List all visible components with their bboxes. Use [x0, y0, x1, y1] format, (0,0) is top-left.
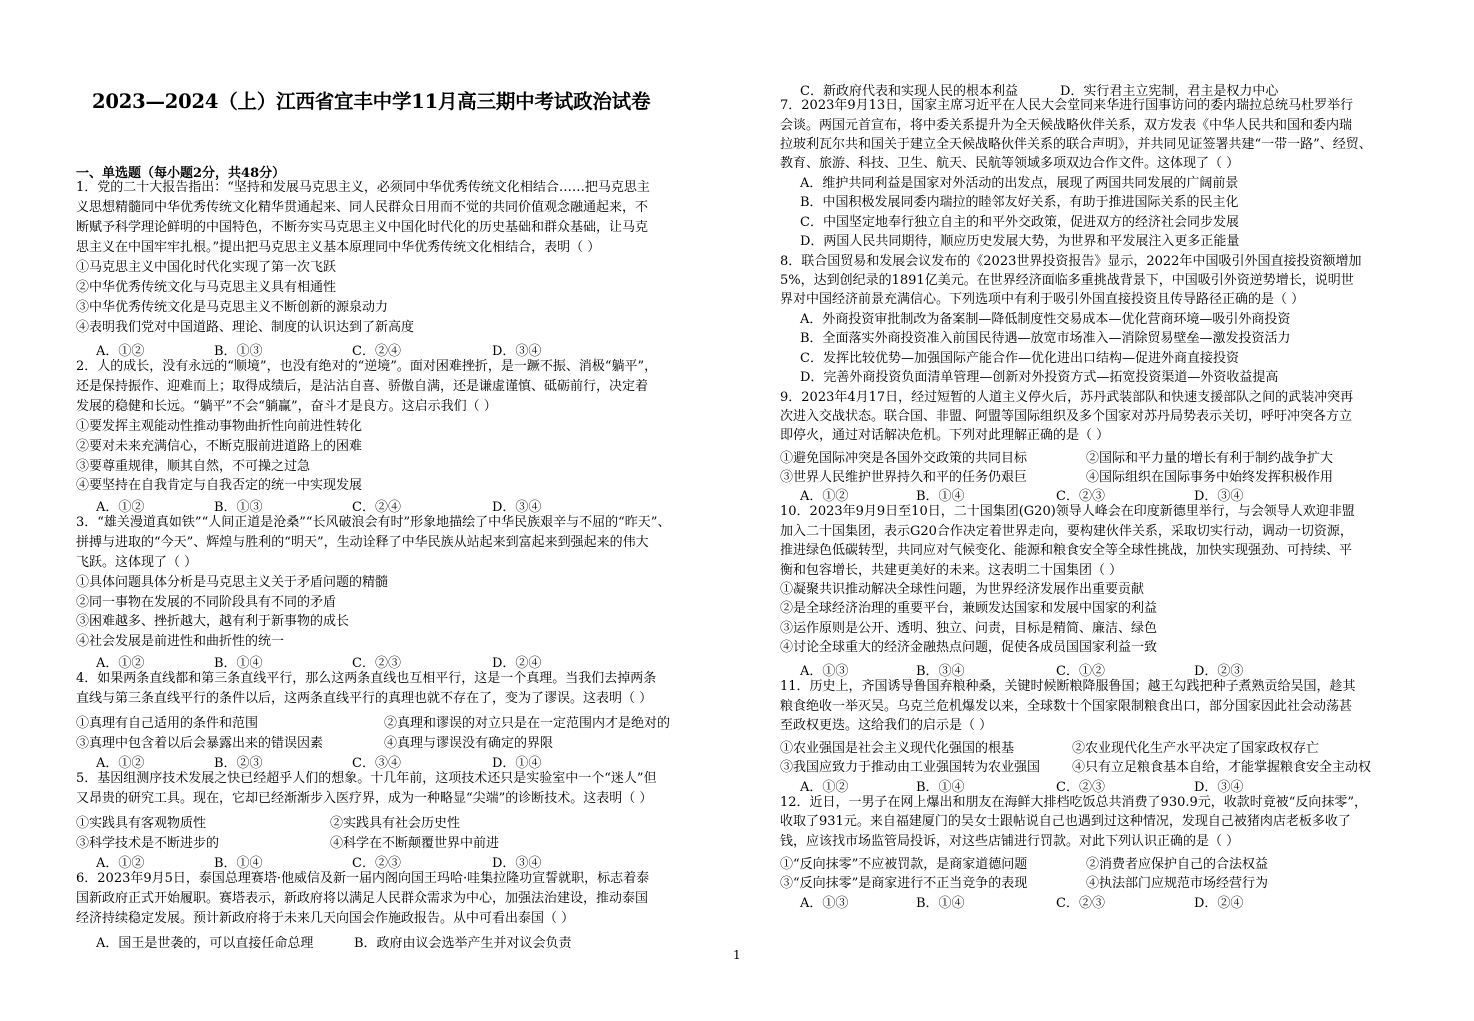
question-11-item: ①农业强国是社会主义现代化强国的根基	[780, 741, 1015, 756]
option-a[interactable]: A．国王是世袭的，可以直接任命总理	[96, 936, 314, 951]
option-b[interactable]: B．①④	[214, 856, 263, 871]
option-c[interactable]: C．①②	[1056, 664, 1105, 679]
question-11-item: ④只有立足粮食基本自给，才能掌握粮食安全主动权	[1072, 760, 1372, 775]
question-7-line: 7．2023年9月13日，国家主席习近平在人民大会堂同来华进行国事访问的委内瑞拉总统马杜罗举行	[780, 98, 1354, 113]
question-7-line: 会谈。两国元首宣布，将中委关系提升为全天候战略伙伴关系，双方发表《中华人民共和国和委内瑞	[780, 118, 1353, 133]
option-a[interactable]: A．①②	[96, 500, 145, 515]
option-d[interactable]: D．②④	[1194, 896, 1244, 911]
question-3-line: 飞跃。这体现了（ ）	[76, 555, 198, 570]
question-7-line: 拉玻利瓦尔共和国关于建立全天候战略伙伴关系的联合声明》，并共同见证签署共建“一带一路”、经贸、	[780, 137, 1372, 152]
option-c[interactable]: C．中国坚定地奉行独立自主的和平外交政策，促进双方的经济社会同步发展	[800, 215, 1239, 230]
question-1-line: 断赋予科学理论鲜明的中国特色，不断夯实马克思主义中国化时代化的历史基础和群众基础，让马克	[76, 220, 649, 235]
question-6-line: 经济持续稳定发展。预计新政府将于未来几天向国会作施政报告。从中可看出泰国（ ）	[76, 911, 575, 926]
question-7-line: 教育、旅游、科技、卫生、航天、民航等领域多项双边合作文件。这体现了（ ）	[780, 156, 1240, 171]
question-2-item: ②要对未来充满信心，不断克服前进道路上的困难	[76, 439, 363, 454]
option-c[interactable]: C．②④	[352, 500, 401, 515]
question-9-line: 9．2023年4月17日，经过短暂的人道主义停火后，苏丹武装部队和快速支援部队之间的武装冲突再	[780, 390, 1354, 405]
question-10-item: ④讨论全球重大的经济金融热点问题，促使各成员国国家利益一致	[780, 640, 1158, 655]
question-3-line: 3．“雄关漫道真如铁”“人间正道是沧桑”“长风破浪会有时”形象地描绘了中华民族艰辛与不屈的“昨天”、	[76, 515, 671, 530]
option-c[interactable]: C．②③	[352, 856, 401, 871]
question-2-item: ③要尊重规律，顺其自然，不可操之过急	[76, 459, 311, 474]
question-10-item: ③运作原则是公开、透明、独立、问责，目标是精简、廉洁、绿色	[780, 621, 1158, 636]
option-c[interactable]: C．③④	[352, 756, 401, 771]
question-3-item: ②同一事物在发展的不同阶段具有不同的矛盾	[76, 595, 337, 610]
question-10-line: 推进绿色低碳转型，共同应对气候变化、能源和粮食安全等全球性挑战，加快实现强劲、可持续、平	[780, 543, 1353, 558]
question-1-line: 义思想精髓同中华优秀传统文化精华贯通起来、同人民群众日用而不觉的共同价值观念融通起来，不	[76, 200, 649, 215]
option-b[interactable]: B．①④	[916, 780, 965, 795]
question-10-line: 加入二十国集团，表示G20合作决定着世界走向，要构建伙伴关系，采取切实行动，调动一切资源，	[780, 524, 1353, 539]
option-b[interactable]: B．①③	[214, 344, 263, 359]
option-c[interactable]: C．②③	[1056, 780, 1105, 795]
option-d[interactable]: D．②④	[492, 656, 542, 671]
option-b[interactable]: B．①④	[916, 489, 965, 504]
question-5-line: 又昂贵的研究工具。现在，它却已经渐渐步入医疗界，成为一种略显“尖端”的诊断技术。这表明（ ）	[76, 791, 653, 806]
question-11-line: 至政权更迭。这给我们的启示是（ ）	[780, 718, 993, 733]
question-9-item: ④国际组织在国际事务中始终发挥积极作用	[1086, 470, 1334, 485]
option-a[interactable]: A．①②	[96, 756, 145, 771]
option-c[interactable]: C．②③	[1056, 489, 1105, 504]
section-heading: 一、单选题（每小题2分，共48分）	[76, 166, 286, 181]
question-5-item: ④科学在不断颠覆世界中前进	[330, 836, 500, 851]
option-d[interactable]: D．完善外商投资负面清单管理—创新对外投资方式—拓宽投资渠道—外资收益提高	[800, 370, 1279, 385]
option-b[interactable]: B．②③	[214, 756, 263, 771]
option-d[interactable]: D．③④	[492, 344, 542, 359]
option-a[interactable]: A．①③	[800, 896, 849, 911]
question-1-line: 思主义在中国牢牢扎根。”提出把马克思主义基本原理同中华优秀传统文化相结合，表明（ ）	[76, 240, 601, 255]
question-10-line: 10．2023年9月9日至10日，二十国集团(G20)领导人峰会在印度新德里举行，与会领导人欢迎非盟	[780, 504, 1355, 519]
question-12-item: ①“反向抹零”不应被罚款，是商家道德问题	[780, 857, 1028, 872]
question-12-line: 收取了931元。来自福建厦门的吴女士跟帖说自己也遇到过这种情况，发现自己被猪肉店老板多收了	[780, 814, 1351, 829]
question-9-item: ①避免国际冲突是各国外交政策的共同目标	[780, 451, 1028, 466]
question-10-item: ②是全球经济治理的重要平台，兼顾发达国家和发展中国家的利益	[780, 601, 1158, 616]
option-b[interactable]: B．①③	[214, 500, 263, 515]
question-4-line: 直线与第三条直线平行的条件以后，这两条直线平行的真理也就不存在了，变为了谬误。这表明（ ）	[76, 691, 653, 706]
question-3-item: ①具体问题具体分析是马克思主义关于矛盾问题的精髓	[76, 575, 389, 590]
option-a[interactable]: A．①②	[800, 780, 849, 795]
option-d[interactable]: D．①④	[492, 756, 542, 771]
option-d[interactable]: D．两国人民共同期待，顺应历史发展大势，为世界和平发展注入更多正能量	[800, 234, 1240, 249]
question-12-item: ③“反向抹零”是商家进行不正当竞争的表现	[780, 876, 1028, 891]
question-3-item: ④社会发展是前进性和曲折性的统一	[76, 634, 285, 649]
question-8-line: 8．联合国贸易和发展会议发布的《2023世界投资报告》显示，2022年中国吸引外国直接投资额增加	[780, 254, 1362, 269]
option-b[interactable]: B．中国积极发展同委内瑞拉的睦邻友好关系，有助于推进国际关系的民主化	[800, 195, 1239, 210]
option-d[interactable]: D．③④	[1194, 489, 1244, 504]
question-4-line: 4．如果两条直线都和第三条直线平行，那么这两条直线也互相平行，这是一个真理。当我们去掉两条	[76, 671, 657, 686]
question-2-line: 还是保持振作、迎难而上；取得成绩后，是沾沾自喜、骄傲自满，还是谦虚谨慎、砥砺前行，决定着	[76, 379, 649, 394]
option-c[interactable]: C．发挥比较优势—加强国际产能合作—优化进出口结构—促进外商直接投资	[800, 351, 1239, 366]
option-b[interactable]: B．③④	[916, 664, 965, 679]
question-9-line: 次进入交战状态。联合国、非盟、阿盟等国际组织及多个国家对苏丹局势表示关切，呼吁冲突各方立	[780, 409, 1353, 424]
question-11-item: ③我国应致力于推动由工业强国转为农业强国	[780, 760, 1041, 775]
question-1-item: ①马克思主义中国化时代化实现了第一次飞跃	[76, 260, 337, 275]
question-12-line: 钱，应该找市场监管局投诉，对这些店铺进行罚款。对此下列认识正确的是（ ）	[780, 834, 1240, 849]
question-4-item: ①真理有自己适用的条件和范围	[76, 716, 259, 731]
question-6-line: 国新政府正式开始履职。赛塔表示，新政府将以满足人民群众需求为中心，加强法治建设，推动泰国	[76, 891, 649, 906]
question-9-item: ②国际和平力量的增长有利于制约战争扩大	[1086, 451, 1334, 466]
question-4-item: ③真理中包含着以后会暴露出来的错误因素	[76, 736, 324, 751]
question-4-item: ④真理与谬误没有确定的界限	[384, 736, 554, 751]
question-1-item: ②中华优秀传统文化与马克思主义具有相通性	[76, 280, 337, 295]
question-1-item: ③中华优秀传统文化是马克思主义不断创新的源泉动力	[76, 300, 389, 315]
question-5-item: ①实践具有客观物质性	[76, 816, 207, 831]
option-b[interactable]: B．①④	[214, 656, 263, 671]
option-b[interactable]: B．①④	[916, 896, 965, 911]
option-a[interactable]: A．外商投资审批制改为备案制—降低制度性交易成本—优化营商环境—吸引外商投资	[800, 312, 1291, 327]
option-c[interactable]: C．②③	[1056, 896, 1105, 911]
option-c[interactable]: C．②④	[352, 344, 401, 359]
question-12-item: ②消费者应保护自己的合法权益	[1086, 857, 1269, 872]
question-11-line: 粮食绝收一举灭吴。乌克兰危机爆发以来，全球数十个国家限制粮食出口，部分国家因此社会动荡甚	[780, 699, 1353, 714]
option-d[interactable]: D．③④	[492, 856, 542, 871]
question-4-item: ②真理和谬误的对立只是在一定范围内才是绝对的	[384, 716, 671, 731]
question-2-line: 2．人的成长，没有永远的“顺境”，也没有绝对的“逆境”。面对困难挫折，是一蹶不振、消极“躺平”，	[76, 359, 658, 374]
question-6-line: 6．2023年9月5日，泰国总理赛塔·他威信及新一届内阁向国王玛哈·哇集拉隆功宣誓就职，标志着泰	[76, 871, 650, 886]
option-d[interactable]: D．②③	[1194, 664, 1244, 679]
option-b[interactable]: B．政府由议会选举产生并对议会负责	[354, 936, 572, 951]
question-12-item: ④执法部门应规范市场经营行为	[1086, 876, 1269, 891]
option-a[interactable]: A．维护共同利益是国家对外活动的出发点，展现了两国共同发展的广阔前景	[800, 176, 1239, 191]
exam-title: 2023—2024（上）江西省宜丰中学11月高三期中考试政治试卷	[92, 90, 651, 113]
page-number: 1	[733, 948, 741, 962]
question-1-line: 1．党的二十大报告指出：“坚持和发展马克思主义，必须同中华优秀传统文化相结合……把马克思主	[76, 180, 650, 195]
question-2-line: 发展的稳健和长远。“躺平”不会“躺赢”，奋斗才是良方。这启示我们（ ）	[76, 399, 497, 414]
option-a[interactable]: A．①②	[96, 856, 145, 871]
option-a[interactable]: A．①②	[96, 344, 145, 359]
question-10-line: 衡和包容增长，共建更美好的未来。这表明二十国集团（ ）	[780, 563, 1123, 578]
question-11-line: 11．历史上，齐国诱导鲁国弃粮种桑，关键时候断粮降服鲁国；越王勾践把种子煮熟贡给吴国，趁其	[780, 679, 1356, 694]
question-2-item: ④要坚持在自我肯定与自我否定的统一中实现发展	[76, 478, 363, 493]
question-2-item: ①要发挥主观能动性推动事物曲折性向前进性转化	[76, 419, 363, 434]
question-8-line: 5%，达到创纪录的1891亿美元。在世界经济面临多重挑战背景下，中国吸引外资逆势增长，说明世	[780, 273, 1354, 288]
question-3-item: ③困难越多、挫折越大，越有利于新事物的成长	[76, 614, 350, 629]
option-c[interactable]: C．新政府代表和实现人民的根本利益	[800, 84, 1018, 99]
question-5-line: 5．基因组测序技术发展之快已经超乎人们的想象。十几年前，这项技术还只是实验室中一个“迷人”但	[76, 771, 657, 786]
question-5-item: ②实践具有社会历史性	[330, 816, 461, 831]
question-1-item: ④表明我们党对中国道路、理论、制度的认识达到了新高度	[76, 320, 415, 335]
option-a[interactable]: A．①②	[800, 489, 849, 504]
option-d[interactable]: D．③④	[1194, 780, 1244, 795]
question-3-line: 拼搏与进取的“今天”、辉煌与胜利的“明天”，生动诠释了中华民族从站起来到富起来到强起来的伟大	[76, 535, 649, 550]
option-c[interactable]: C．②③	[352, 656, 401, 671]
question-10-item: ①凝聚共识推动解决全球性问题，为世界经济发展作出重要贡献	[780, 582, 1145, 597]
question-9-item: ③世界人民维护世界持久和平的任务仍艰巨	[780, 470, 1028, 485]
option-a[interactable]: A．①③	[800, 664, 849, 679]
question-5-item: ③科学技术是不断进步的	[76, 836, 220, 851]
option-d[interactable]: D．实行君主立宪制，君主是权力中心	[1060, 84, 1279, 99]
question-12-line: 12．近日，一男子在网上爆出和朋友在海鲜大排档吃饭总共消费了930.9元，收款时竟被“反向抹零”，	[780, 795, 1368, 810]
question-8-line: 界对中国经济前景充满信心。下列选项中有利于吸引外国直接投资且传导路径正确的是（ ）	[780, 292, 1305, 307]
option-d[interactable]: D．③④	[492, 500, 542, 515]
option-a[interactable]: A．①②	[96, 656, 145, 671]
question-11-item: ②农业现代化生产水平决定了国家政权存亡	[1072, 741, 1320, 756]
question-9-line: 即停火，通过对话解决危机。下列对此理解正确的是（ ）	[780, 428, 1110, 443]
option-b[interactable]: B．全面落实外商投资准入前国民待遇—放宽市场准入—消除贸易壁垒—激发投资活力	[800, 331, 1291, 346]
